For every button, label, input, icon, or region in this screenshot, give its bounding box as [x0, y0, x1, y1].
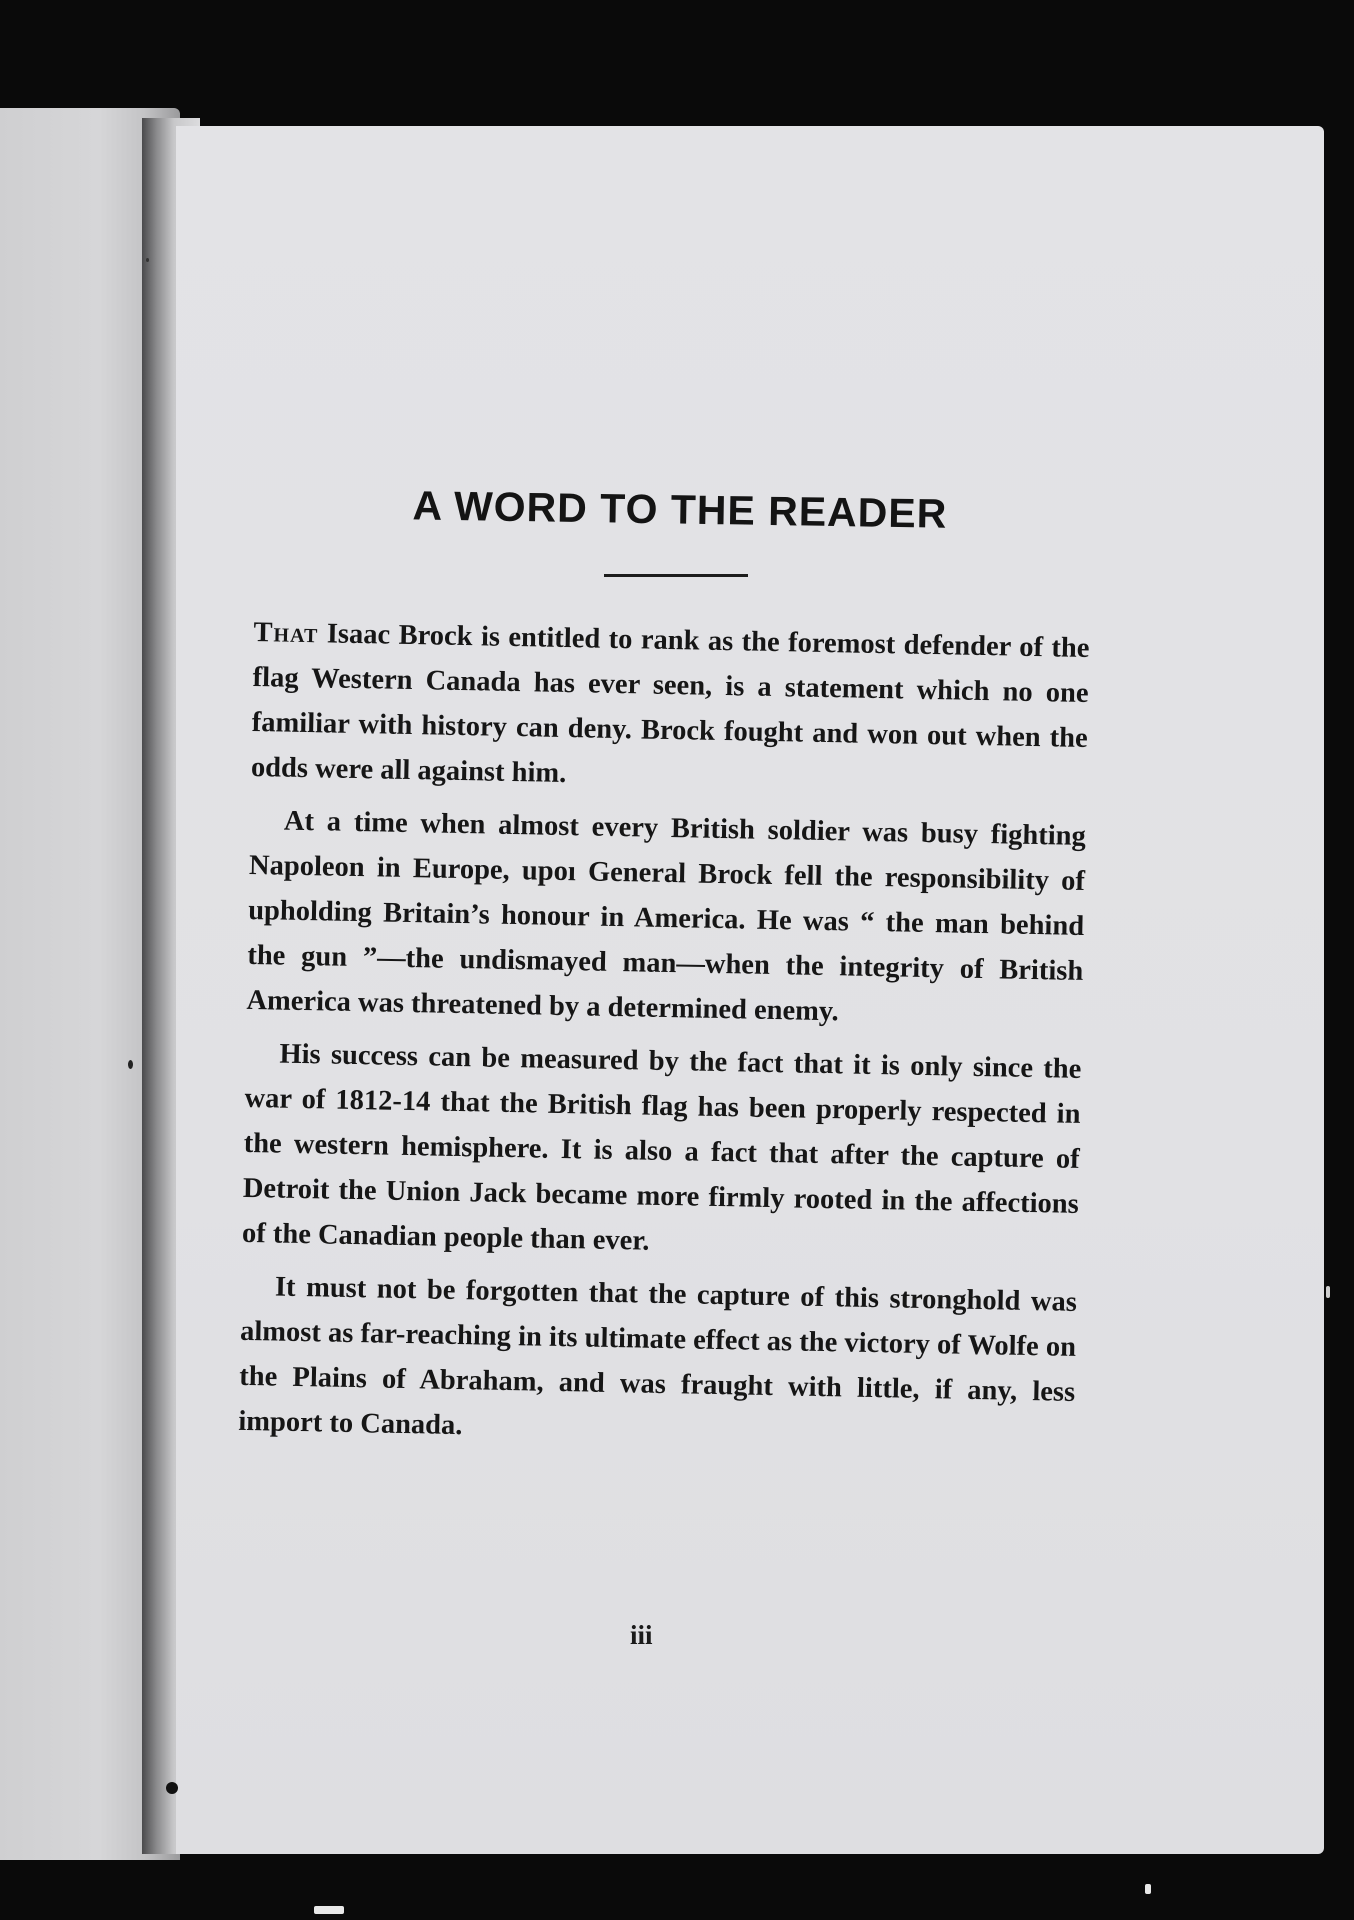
paragraph-3: His success can be measured by the fact that it is only since the war of 1812-14 that the British flag has been properly respected in the western hemisphere. It is also a fact that after the capture of Detroit the Union Jack became more firmly rooted in the affections of the Canadian people than ever. [241, 1038, 1082, 1257]
ink-dot [166, 1782, 178, 1794]
margin-speck [146, 258, 149, 262]
page-heading: A WORD TO THE READER [412, 482, 948, 537]
paragraph-1-text: Isaac Brock is entitled to rank as the foremost defender of the flag Western Canada has ever seen, is a statement which no one familiar with history can deny. Brock fought and won out when the odds were all against him. [250, 618, 1090, 790]
scan-artifact [1145, 1884, 1151, 1894]
paragraph-4: It must not be forgotten that the capture of this stronghold was almost as far-reaching in its ultimate effect as the victory of Wolfe on the Plains of Abraham, and was fraught with little, if any, less import to Canada. [238, 1271, 1078, 1442]
paragraph-1-lead: That [253, 616, 319, 650]
scan-artifact [1326, 1286, 1330, 1298]
scan-artifact [314, 1906, 344, 1914]
body-text [238, 610, 1090, 1468]
margin-speck [128, 1060, 133, 1069]
paragraph-1 [251, 610, 1090, 806]
heading-divider [604, 574, 748, 577]
page-number: iii [630, 1620, 653, 1650]
paragraph-2: At a time when almost every British soldier was busy fighting Napoleon in Europe, upoı General Brock fell the responsibility of upholding Britain’s honour in America. He was “ the man behind the gun ”—the undismayed man—when the integrity of British America was threatened by a determined enemy. [246, 805, 1087, 1028]
